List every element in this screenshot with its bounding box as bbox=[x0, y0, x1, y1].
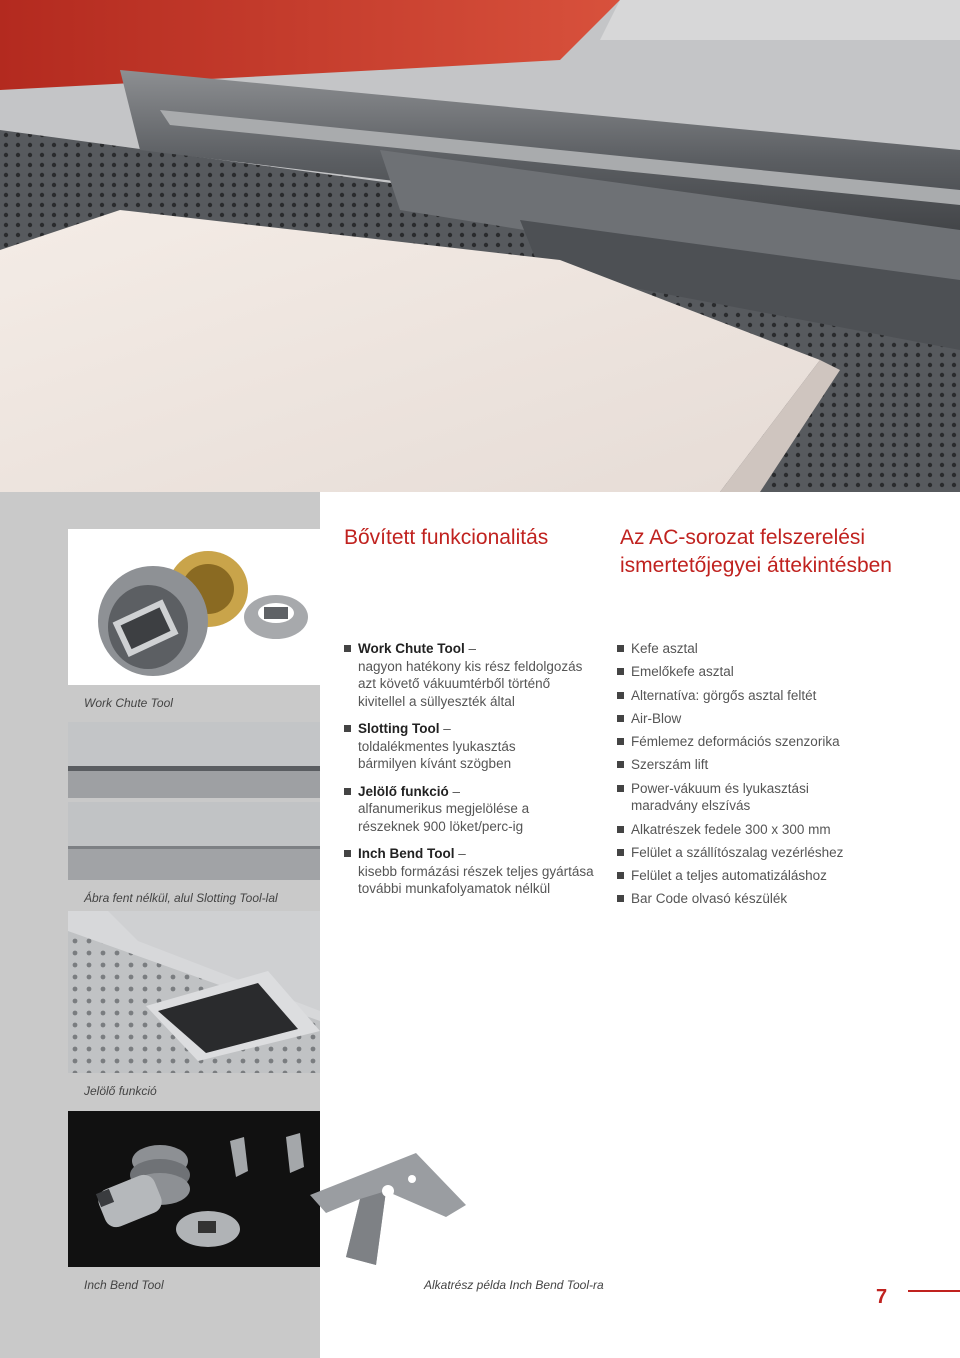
part-example-photo bbox=[296, 1135, 472, 1275]
overview-heading bbox=[620, 524, 940, 580]
section-heading: Bővített funkcionalitás bbox=[344, 526, 549, 549]
overview-item: Felület a szállítószalag vezérléshez bbox=[617, 844, 937, 862]
sheet-without-slotting-photo bbox=[68, 722, 320, 798]
overview-item: Kefe asztal bbox=[617, 640, 937, 658]
feature-item: Slotting Tool – toldalékmentes lyukasztás bármilyen kívánt szögben bbox=[344, 720, 614, 773]
overview-item: Alternatíva: görgős asztal feltét bbox=[617, 687, 937, 705]
overview-item: Bar Code olvasó készülék bbox=[617, 890, 937, 908]
caption-inch-bend: Inch Bend Tool bbox=[84, 1278, 164, 1292]
feature-item: Work Chute Tool – nagyon hatékony kis rész feldolgozás azt követő vákuumtérből történő kivitellel a süllyeszték által bbox=[344, 640, 614, 710]
work-chute-tool-photo bbox=[68, 529, 320, 685]
inch-bend-tool-photo bbox=[68, 1111, 320, 1267]
feature-title: Jelölő funkció bbox=[358, 783, 449, 799]
page-number: 7 bbox=[876, 1286, 888, 1308]
overview-item: Power-vákuum és lyukasztási maradvány elszívás bbox=[617, 780, 937, 815]
caption-marking: Jelölő funkció bbox=[84, 1084, 157, 1098]
hero-machine-photo bbox=[0, 0, 960, 492]
overview-heading-line-2: ismertetőjegyei áttekintésben bbox=[620, 554, 892, 577]
feature-item: Jelölő funkció – alfanumerikus megjelölése a részeknek 900 löket/perc-ig bbox=[344, 783, 614, 836]
caption-slotting: Ábra fent nélkül, alul Slotting Tool-lal bbox=[84, 891, 278, 905]
overview-item: Alkatrészek fedele 300 x 300 mm bbox=[617, 821, 937, 839]
feature-title: Slotting Tool bbox=[358, 721, 440, 736]
overview-list bbox=[617, 640, 937, 914]
caption-part-example: Alkatrész példa Inch Bend Tool-ra bbox=[424, 1278, 604, 1292]
feature-title: Work Chute Tool bbox=[358, 641, 465, 656]
marking-function-photo bbox=[68, 911, 320, 1073]
overview-item: Felület a teljes automatizáláshoz bbox=[617, 867, 937, 885]
page-number-rule bbox=[908, 1290, 960, 1292]
overview-item: Emelőkefe asztal bbox=[617, 663, 937, 681]
overview-item: Air-Blow bbox=[617, 710, 937, 728]
feature-list bbox=[344, 640, 614, 908]
overview-item: Szerszám lift bbox=[617, 756, 937, 774]
overview-heading-line-1: Az AC-sorozat felszerelési bbox=[620, 526, 866, 549]
overview-item: Fémlemez deformációs szenzorika bbox=[617, 733, 937, 751]
sheet-with-slotting-photo bbox=[68, 802, 320, 880]
feature-title: Inch Bend Tool bbox=[358, 846, 455, 861]
caption-work-chute: Work Chute Tool bbox=[84, 696, 173, 710]
feature-item: Inch Bend Tool – kisebb formázási részek teljes gyártása további munkafolyamatok nélkül bbox=[344, 845, 614, 898]
